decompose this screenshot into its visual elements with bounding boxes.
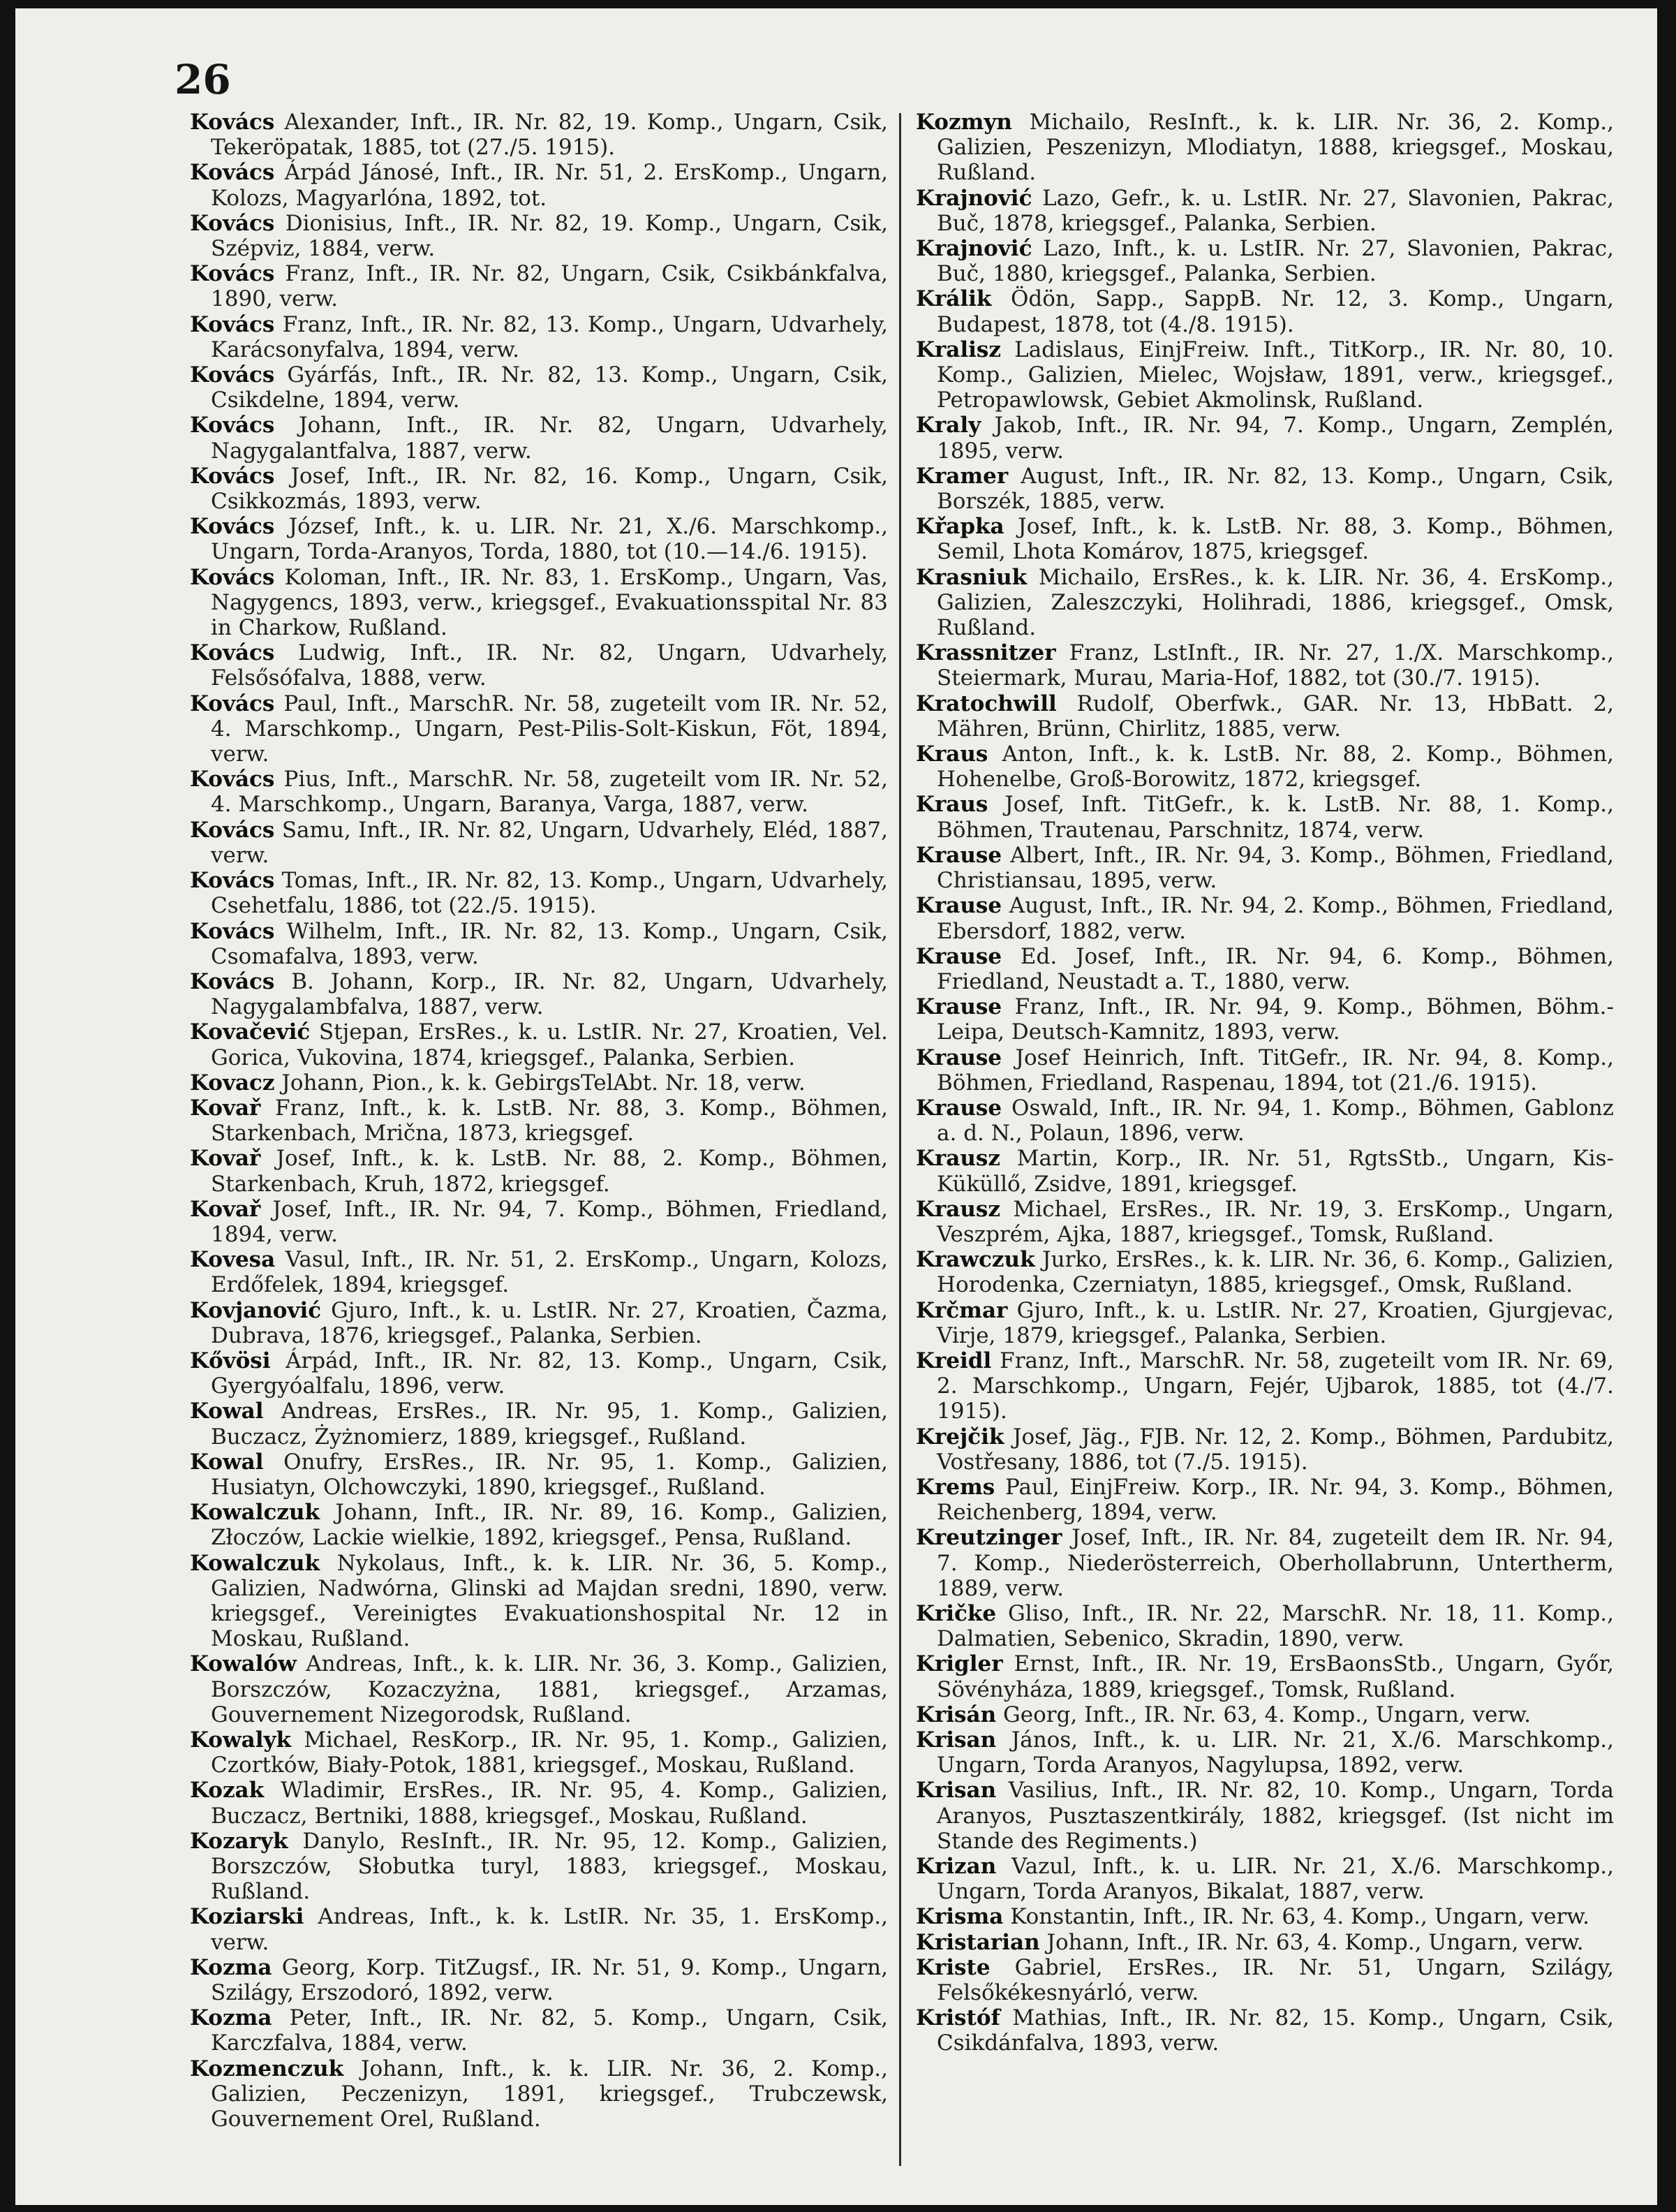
- entry-surname: Krause: [916, 994, 1002, 1020]
- casualty-entry: [190, 818, 888, 868]
- entry-surname: Krisán: [916, 1702, 997, 1727]
- casualty-entry: [916, 1045, 1614, 1096]
- casualty-entry: [916, 1702, 1614, 1727]
- entry-details: Andreas, Inft., k. k. LstIR. Nr. 35, 1. ErsKomp., verw.: [211, 1904, 888, 1955]
- entry-surname: Kovacz: [190, 1070, 275, 1096]
- casualty-entry: [190, 1904, 888, 1954]
- entry-surname: Kozaryk: [190, 1828, 288, 1854]
- casualty-entry: [916, 1904, 1614, 1929]
- casualty-entry: [190, 1399, 888, 1449]
- entry-surname: Kozma: [190, 2005, 272, 2031]
- entry-details: Josef, Inft. TitGefr., k. k. LstB. Nr. 88, 1. Komp., Böhmen, Trautenau, Parschnitz, 1874, verw.: [937, 792, 1614, 843]
- entry-surname: Kričke: [916, 1600, 997, 1626]
- scanned-page: [15, 8, 1657, 2205]
- casualty-entry: [916, 1525, 1614, 1601]
- entry-surname: Kramer: [916, 463, 1009, 489]
- entry-details: Ernst, Inft., IR. Nr. 19, ErsBaonsStb., Ungarn, Győr, Sövényháza, 1889, kriegsgef., Tomsk, Rußland.: [937, 1651, 1614, 1702]
- casualty-entry: [916, 1601, 1614, 1651]
- casualty-entry: [916, 565, 1614, 641]
- entry-surname: Kozmenczuk: [190, 2056, 344, 2081]
- entry-surname: Kovács: [190, 918, 275, 944]
- casualty-entry: [190, 261, 888, 311]
- entry-surname: Králik: [916, 286, 992, 312]
- entry-surname: Kovács: [190, 160, 275, 186]
- casualty-entry: [916, 464, 1614, 514]
- entry-surname: Krause: [916, 1095, 1002, 1121]
- entry-surname: Kovjanović: [190, 1297, 322, 1323]
- casualty-entry: [916, 1424, 1614, 1475]
- entry-surname: Krasniuk: [916, 564, 1028, 590]
- entry-surname: Kozak: [190, 1778, 265, 1804]
- entry-details: Josef Heinrich, Inft. TitGefr., IR. Nr. 94, 8. Komp., Böhmen, Friedland, Raspenau, 1894, tot (21./6. 1915).: [937, 1045, 1614, 1096]
- casualty-entry: [190, 1829, 888, 1905]
- entry-details: Ödön, Sapp., SappB. Nr. 12, 3. Komp., Ungarn, Budapest, 1878, tot (4./8. 1915).: [937, 286, 1614, 337]
- casualty-entry: [190, 1096, 888, 1146]
- entry-details: Koloman, Inft., IR. Nr. 83, 1. ErsKomp., Ungarn, Vas, Nagygencs, 1893, verw., kriegsgef., Evakuationsspital Nr. 83 in Charkow, Rußland.: [211, 564, 888, 641]
- entry-details: Georg, Korp. TitZugsf., IR. Nr. 51, 9. Komp., Ungarn, Szilágy, Erszodoró, 1892, verw.: [211, 1954, 888, 2006]
- entry-surname: Kraus: [916, 792, 988, 818]
- entry-surname: Krause: [916, 893, 1002, 919]
- casualty-entry: [190, 1019, 888, 1070]
- entry-surname: Krause: [916, 1045, 1002, 1070]
- entry-surname: Krause: [916, 842, 1002, 868]
- casualty-entry: [916, 742, 1614, 792]
- entry-details: Johann, Inft., IR. Nr. 63, 4. Komp., Ungarn, verw.: [1039, 1929, 1584, 1955]
- entry-surname: Kovař: [190, 1146, 261, 1172]
- entry-surname: Kovács: [190, 362, 275, 388]
- entry-details: Vazul, Inft., k. u. LIR. Nr. 21, X./6. Marschkomp., Ungarn, Torda Aranyos, Bikalat, 1887, verw.: [937, 1854, 1614, 1905]
- casualty-entry: [916, 413, 1614, 463]
- casualty-entry: [190, 413, 888, 463]
- entry-surname: Krassnitzer: [916, 640, 1056, 666]
- casualty-entry: [190, 1500, 888, 1550]
- casualty-entry: [190, 1450, 888, 1500]
- entry-details: Lazo, Gefr., k. u. LstIR. Nr. 27, Slavonien, Pakrac, Buč, 1878, kriegsgef., Palanka, Serbien.: [937, 185, 1614, 236]
- casualty-entry: [916, 640, 1614, 691]
- entry-surname: Krisma: [916, 1904, 1004, 1930]
- entry-details: Wilhelm, Inft., IR. Nr. 82, 13. Komp., Ungarn, Csik, Csomafalva, 1893, verw.: [211, 918, 888, 969]
- entry-surname: Kralisz: [916, 337, 1001, 362]
- casualty-entry: [190, 640, 888, 691]
- entry-surname: Kovács: [190, 868, 275, 894]
- entry-details: József, Inft., k. u. LIR. Nr. 21, X./6. Marschkomp., Ungarn, Torda-Aranyos, Torda, 1880, tot (10.—14./6. 1915).: [211, 514, 888, 565]
- entry-details: Jakob, Inft., IR. Nr. 94, 7. Komp., Ungarn, Zemplén, 1895, verw.: [937, 413, 1614, 464]
- entry-details: Lazo, Inft., k. u. LstIR. Nr. 27, Slavonien, Pakrac, Buč, 1880, kriegsgef., Palanka, Serbien.: [937, 236, 1614, 287]
- entry-surname: Krajnović: [916, 236, 1032, 262]
- left-column: [190, 110, 888, 2132]
- entry-surname: Krems: [916, 1474, 995, 1500]
- entry-details: Paul, Inft., MarschR. Nr. 58, zugeteilt vom IR. Nr. 52, 4. Marschkomp., Ungarn, Pest-Pilis-Solt-Kiskun, Föt, 1894, verw.: [211, 691, 888, 767]
- casualty-entry: [190, 767, 888, 817]
- casualty-entry: [190, 868, 888, 918]
- entry-details: Michailo, ErsRes., k. k. LIR. Nr. 36, 4. ErsKomp., Galizien, Zaleszczyki, Holihradi, 1886, kriegsgef., Omsk, Rußland.: [937, 564, 1614, 641]
- entry-details: Michailo, ResInft., k. k. LIR. Nr. 36, 2. Komp., Galizien, Peszenizyn, Mlodiatyn, 1888, kriegsgef., Moskau, Rußland.: [937, 110, 1614, 186]
- entry-details: Gjuro, Inft., k. u. LstIR. Nr. 27, Kroatien, Gjurgjevac, Virje, 1879, kriegsgef., Palanka, Serbien.: [937, 1297, 1614, 1348]
- entry-details: Rudolf, Oberfwk., GAR. Nr. 13, HbBatt. 2, Mähren, Brünn, Chirlitz, 1885, verw.: [937, 691, 1614, 742]
- entry-details: Michael, ErsRes., IR. Nr. 19, 3. ErsKomp., Ungarn, Veszprém, Ajka, 1887, kriegsgef., Tomsk, Rußland.: [937, 1196, 1614, 1247]
- entry-details: Oswald, Inft., IR. Nr. 94, 1. Komp., Böhmen, Gablonz a. d. N., Polaun, 1896, verw.: [937, 1095, 1614, 1146]
- entry-details: Franz, Inft., IR. Nr. 82, 13. Komp., Ungarn, Udvarhely, Karácsonyfalva, 1894, verw.: [211, 311, 888, 362]
- entry-details: Michael, ResKorp., IR. Nr. 95, 1. Komp., Galizien, Czortków, Biały-Potok, 1881, kriegsgef., Moskau, Rußland.: [211, 1727, 888, 1778]
- casualty-entry: [916, 1247, 1614, 1297]
- casualty-entry: [916, 1778, 1614, 1854]
- entry-details: Alexander, Inft., IR. Nr. 82, 19. Komp., Ungarn, Csik, Tekeröpatak, 1885, tot (27./5. 1915).: [211, 110, 888, 161]
- entry-surname: Kozma: [190, 1954, 272, 1980]
- entry-surname: Kowalczuk: [190, 1550, 320, 1576]
- entry-details: Jurko, ErsRes., k. k. LIR. Nr. 36, 6. Komp., Galizien, Horodenka, Czerniatyn, 1885, kriegsgef., Omsk, Rußland.: [937, 1247, 1614, 1298]
- casualty-entry: [916, 2005, 1614, 2056]
- entry-surname: Kristarian: [916, 1929, 1040, 1955]
- casualty-entry: [190, 1197, 888, 1247]
- entry-details: Ladislaus, EinjFreiw. Inft., TitKorp., IR. Nr. 80, 10. Komp., Galizien, Mielec, Wojsław, 1891, verw., kriegsgef., Petropawlowsk, Gebiet Akmolinsk, Rußland.: [937, 337, 1614, 413]
- casualty-entry: [190, 1247, 888, 1297]
- casualty-entry: [916, 236, 1614, 286]
- entry-details: August, Inft., IR. Nr. 82, 13. Komp., Ungarn, Csik, Borszék, 1885, verw.: [937, 463, 1614, 515]
- entry-details: Josef, Inft., IR. Nr. 94, 7. Komp., Böhmen, Friedland, 1894, verw.: [211, 1196, 888, 1247]
- casualty-entry: [916, 186, 1614, 236]
- casualty-entry: [190, 1778, 888, 1828]
- casualty-entry: [190, 362, 888, 413]
- entry-details: Mathias, Inft., IR. Nr. 82, 15. Komp., Ungarn, Csik, Csikdánfalva, 1893, verw.: [937, 2005, 1614, 2056]
- entry-details: Josef, Inft., k. k. LstB. Nr. 88, 3. Komp., Böhmen, Semil, Lhota Komárov, 1875, kriegsgef.: [937, 514, 1614, 565]
- casualty-entry: [916, 110, 1614, 186]
- entry-details: Albert, Inft., IR. Nr. 94, 3. Komp., Böhmen, Friedland, Christiansau, 1895, verw.: [937, 842, 1614, 894]
- casualty-entry: [916, 994, 1614, 1045]
- entry-surname: Krausz: [916, 1146, 1000, 1172]
- entry-details: Anton, Inft., k. k. LstB. Nr. 88, 2. Komp., Böhmen, Hohenelbe, Groß-Borowitz, 1872, kriegsgef.: [937, 742, 1614, 792]
- casualty-entry: [916, 1348, 1614, 1424]
- casualty-entry: [190, 160, 888, 210]
- entry-details: Wladimir, ErsRes., IR. Nr. 95, 4. Komp., Galizien, Buczacz, Bertniki, 1888, kriegsgef., Moskau, Rußland.: [211, 1778, 888, 1829]
- entry-surname: Kowalyk: [190, 1727, 291, 1753]
- casualty-entry: [190, 464, 888, 514]
- entry-details: Josef, Jäg., FJB. Nr. 12, 2. Komp., Böhmen, Pardubitz, Vostřesany, 1886, tot (7./5. 1915).: [937, 1424, 1614, 1475]
- entry-details: Josef, Inft., IR. Nr. 82, 16. Komp., Ungarn, Csik, Csikkozmás, 1893, verw.: [211, 463, 888, 515]
- entry-surname: Krčmar: [916, 1297, 1008, 1323]
- entry-surname: Kovař: [190, 1196, 261, 1222]
- entry-details: Martin, Korp., IR. Nr. 51, RgtsStb., Ungarn, Kis-Küküllő, Zsidve, 1891, kriegsgef.: [937, 1146, 1614, 1197]
- entry-details: Gyárfás, Inft., IR. Nr. 82, 13. Komp., Ungarn, Csik, Csikdelne, 1894, verw.: [211, 362, 888, 413]
- casualty-entry: [190, 1298, 888, 1348]
- entry-surname: Kovačević: [190, 1019, 311, 1045]
- entry-details: Gjuro, Inft., k. u. LstIR. Nr. 27, Kroatien, Čazma, Dubrava, 1876, kriegsgef., Palanka, Serbien.: [211, 1297, 888, 1348]
- page-number: 26: [175, 56, 231, 103]
- casualty-entry: [190, 919, 888, 969]
- entry-details: August, Inft., IR. Nr. 94, 2. Komp., Böhmen, Friedland, Ebersdorf, 1882, verw.: [937, 893, 1614, 944]
- casualty-entry: [190, 211, 888, 261]
- entry-surname: Kowalów: [190, 1651, 297, 1677]
- entry-surname: Kratochwill: [916, 691, 1057, 716]
- entry-surname: Kovács: [190, 564, 275, 590]
- entry-surname: Krisan: [916, 1778, 997, 1804]
- entry-details: Tomas, Inft., IR. Nr. 82, 13. Komp., Ungarn, Udvarhely, Csehetfalu, 1886, tot (22./5. 1915).: [211, 868, 888, 919]
- casualty-entry: [916, 1197, 1614, 1247]
- entry-details: Árpád Jánosé, Inft., IR. Nr. 51, 2. ErsKomp., Ungarn, Kolozs, Magyarlóna, 1892, tot.: [211, 160, 888, 211]
- entry-details: Konstantin, Inft., IR. Nr. 63, 4. Komp., Ungarn, verw.: [1003, 1904, 1589, 1930]
- entry-details: Franz, Inft., MarschR. Nr. 58, zugeteilt vom IR. Nr. 69, 2. Marschkomp., Ungarn, Fejér, Ujbarok, 1885, tot (4./7. 1915).: [937, 1348, 1614, 1424]
- entry-surname: Kovács: [190, 261, 275, 287]
- entry-details: Josef, Inft., k. k. LstB. Nr. 88, 2. Komp., Böhmen, Starkenbach, Kruh, 1872, kriegsgef.: [211, 1146, 888, 1197]
- casualty-entry: [916, 1146, 1614, 1196]
- entry-details: Samu, Inft., IR. Nr. 82, Ungarn, Udvarhely, Eléd, 1887, verw.: [211, 817, 888, 868]
- entry-surname: Krejčik: [916, 1424, 1004, 1450]
- entry-surname: Kovács: [190, 968, 275, 994]
- entry-surname: Kovács: [190, 767, 275, 792]
- entry-surname: Kraly: [916, 413, 981, 438]
- entry-details: Franz, LstInft., IR. Nr. 27, 1./X. Marschkomp., Steiermark, Murau, Maria-Hof, 1882, tot (30./7. 1915).: [937, 640, 1614, 691]
- entry-details: János, Inft., k. u. LIR. Nr. 21, X./6. Marschkomp., Ungarn, Torda Aranyos, Nagylupsa, 1892, verw.: [937, 1727, 1614, 1778]
- entry-surname: Kovács: [190, 311, 275, 337]
- casualty-entry: [190, 1070, 888, 1096]
- casualty-entry: [916, 1298, 1614, 1348]
- entry-surname: Kovács: [190, 463, 275, 489]
- entry-surname: Kovács: [190, 514, 275, 540]
- entry-details: Nykolaus, Inft., k. k. LIR. Nr. 36, 5. Komp., Galizien, Nadwórna, Glinski ad Majdan sredni, 1890, verw. kriegsgef., Vereinigtes Evakuationshospital Nr. 12 in Moskau, Rußland.: [211, 1550, 888, 1652]
- entry-details: Franz, Inft., k. k. LstB. Nr. 88, 3. Komp., Böhmen, Starkenbach, Mrična, 1873, kriegsgef.: [211, 1095, 888, 1146]
- entry-details: Gabriel, ErsRes., IR. Nr. 51, Ungarn, Szilágy, Felsőkékesnyárló, verw.: [937, 1954, 1614, 2006]
- entry-details: Onufry, ErsRes., IR. Nr. 95, 1. Komp., Galizien, Husiatyn, Olchowczyki, 1890, kriegsgef., Rußland.: [211, 1449, 888, 1500]
- entry-details: Vasilius, Inft., IR. Nr. 82, 10. Komp., Ungarn, Torda Aranyos, Pusztaszentkirály, 1882, kriegsgef. (Ist nicht im Stande des Regiments.): [937, 1778, 1614, 1854]
- entry-surname: Krausz: [916, 1196, 1000, 1222]
- casualty-entry: [916, 1854, 1614, 1904]
- casualty-entry: [916, 1930, 1614, 1955]
- casualty-entry: [190, 2005, 888, 2056]
- casualty-entry: [190, 2056, 888, 2132]
- entry-surname: Křapka: [916, 514, 1004, 540]
- entry-surname: Kovesa: [190, 1247, 276, 1273]
- casualty-entry: [190, 565, 888, 641]
- entry-surname: Kozmyn: [916, 110, 1012, 135]
- entry-surname: Kreidl: [916, 1348, 992, 1373]
- entry-details: Stjepan, ErsRes., k. u. LstIR. Nr. 27, Kroatien, Vel. Gorica, Vukovina, 1874, kriegsgef., Palanka, Serbien.: [211, 1019, 888, 1070]
- entry-surname: Kovács: [190, 691, 275, 716]
- entry-surname: Krisan: [916, 1727, 997, 1753]
- casualty-entry: [190, 969, 888, 1019]
- casualty-entry: [916, 1955, 1614, 2005]
- entry-details: Johann, Inft., IR. Nr. 89, 16. Komp., Galizien, Złoczów, Lackie wielkie, 1892, kriegsgef., Pensa, Rußland.: [211, 1500, 888, 1551]
- entry-surname: Kreutzinger: [916, 1525, 1062, 1551]
- casualty-entry: [916, 843, 1614, 893]
- casualty-entry: [916, 1475, 1614, 1525]
- entry-details: Árpád, Inft., IR. Nr. 82, 13. Komp., Ungarn, Csik, Gyergyóalfalu, 1896, verw.: [211, 1348, 888, 1399]
- casualty-entry: [190, 110, 888, 160]
- entry-surname: Kovař: [190, 1095, 261, 1121]
- casualty-entry: [190, 1651, 888, 1727]
- casualty-entry: [190, 312, 888, 362]
- entry-surname: Kriste: [916, 1954, 991, 1980]
- entry-surname: Kővösi: [190, 1348, 271, 1373]
- casualty-entry: [190, 1727, 888, 1778]
- casualty-entry: [916, 1727, 1614, 1778]
- entry-surname: Kowal: [190, 1449, 264, 1475]
- entry-surname: Kristóf: [916, 2005, 1000, 2031]
- entry-surname: Krigler: [916, 1651, 1003, 1677]
- casualty-entry: [916, 893, 1614, 943]
- casualty-entry: [190, 1551, 888, 1652]
- casualty-entry: [916, 792, 1614, 842]
- entry-details: Ludwig, Inft., IR. Nr. 82, Ungarn, Udvarhely, Felsősófalva, 1888, verw.: [211, 640, 888, 691]
- entry-details: Johann, Pion., k. k. GebirgsTelAbt. Nr. 18, verw.: [274, 1070, 806, 1096]
- entry-surname: Kovács: [190, 110, 275, 135]
- column-divider: [899, 113, 901, 2166]
- casualty-entry: [190, 1955, 888, 2005]
- entry-details: Pius, Inft., MarschR. Nr. 58, zugeteilt vom IR. Nr. 52, 4. Marschkomp., Ungarn, Baranya, Varga, 1887, verw.: [211, 767, 888, 818]
- entry-details: Franz, Inft., IR. Nr. 94, 9. Komp., Böhmen, Böhm.-Leipa, Deutsch-Kamnitz, 1893, verw.: [937, 994, 1614, 1045]
- entry-surname: Kowalczuk: [190, 1500, 320, 1526]
- entry-details: Johann, Inft., IR. Nr. 82, Ungarn, Udvarhely, Nagygalantfalva, 1887, verw.: [211, 413, 888, 464]
- casualty-entry: [916, 691, 1614, 742]
- casualty-entry: [916, 337, 1614, 413]
- entry-surname: Krawczuk: [916, 1247, 1035, 1273]
- entry-details: Peter, Inft., IR. Nr. 82, 5. Komp., Ungarn, Csik, Karczfalva, 1884, verw.: [211, 2005, 888, 2056]
- entry-details: Franz, Inft., IR. Nr. 82, Ungarn, Csik, Csikbánkfalva, 1890, verw.: [211, 261, 888, 312]
- entry-details: Georg, Inft., IR. Nr. 63, 4. Komp., Ungarn, verw.: [996, 1702, 1532, 1727]
- entry-details: Ed. Josef, Inft., IR. Nr. 94, 6. Komp., Böhmen, Friedland, Neustadt a. T., 1880, verw.: [937, 943, 1614, 994]
- casualty-entry: [190, 1146, 888, 1196]
- right-column: [916, 110, 1614, 2056]
- entry-surname: Krizan: [916, 1854, 997, 1880]
- entry-details: Andreas, Inft., k. k. LIR. Nr. 36, 3. Komp., Galizien, Borszczów, Kozaczyżna, 1881, kriegsgef., Arzamas, Gouvernement Nizegorodsk, Rußland.: [211, 1651, 888, 1727]
- entry-surname: Krause: [916, 943, 1002, 969]
- entry-surname: Koziarski: [190, 1904, 304, 1930]
- entry-details: Johann, Inft., k. k. LIR. Nr. 36, 2. Komp., Galizien, Peczenizyn, 1891, kriegsgef., Trubczewsk, Gouvernement Orel, Rußland.: [211, 2056, 888, 2132]
- casualty-entry: [916, 1096, 1614, 1146]
- entry-details: Paul, EinjFreiw. Korp., IR. Nr. 94, 3. Komp., Böhmen, Reichenberg, 1894, verw.: [937, 1474, 1614, 1526]
- casualty-entry: [916, 286, 1614, 337]
- entry-surname: Kraus: [916, 742, 988, 767]
- entry-details: Danylo, ResInft., IR. Nr. 95, 12. Komp., Galizien, Borszczów, Słobutka turyl, 1883, kriegsgef., Moskau, Rußland.: [211, 1828, 888, 1905]
- entry-surname: Kovács: [190, 817, 275, 843]
- entry-surname: Kowal: [190, 1399, 264, 1424]
- entry-surname: Kovács: [190, 210, 275, 236]
- entry-surname: Krajnović: [916, 185, 1032, 211]
- entry-surname: Kovács: [190, 640, 275, 666]
- entry-details: Andreas, ErsRes., IR. Nr. 95, 1. Komp., Galizien, Buczacz, Żyżnomierz, 1889, kriegsgef., Rußland.: [211, 1399, 888, 1450]
- casualty-entry: [916, 1651, 1614, 1702]
- entry-details: B. Johann, Korp., IR. Nr. 82, Ungarn, Udvarhely, Nagygalambfalva, 1887, verw.: [211, 968, 888, 1020]
- casualty-entry: [916, 514, 1614, 564]
- casualty-entry: [190, 1348, 888, 1399]
- entry-details: Dionisius, Inft., IR. Nr. 82, 19. Komp., Ungarn, Csik, Szépviz, 1884, verw.: [211, 210, 888, 262]
- entry-details: Josef, Inft., IR. Nr. 84, zugeteilt dem IR. Nr. 94, 7. Komp., Niederösterreich, Oberhollabrunn, Untertherm, 1889, verw.: [937, 1525, 1614, 1601]
- casualty-entry: [190, 691, 888, 767]
- entry-surname: Kovács: [190, 413, 275, 438]
- casualty-entry: [190, 514, 888, 564]
- entry-details: Vasul, Inft., IR. Nr. 51, 2. ErsKomp., Ungarn, Kolozs, Erdőfelek, 1894, kriegsgef.: [211, 1247, 888, 1298]
- casualty-entry: [916, 944, 1614, 994]
- entry-details: Gliso, Inft., IR. Nr. 22, MarschR. Nr. 18, 11. Komp., Dalmatien, Sebenico, Skradin, 1890, verw.: [937, 1600, 1614, 1652]
